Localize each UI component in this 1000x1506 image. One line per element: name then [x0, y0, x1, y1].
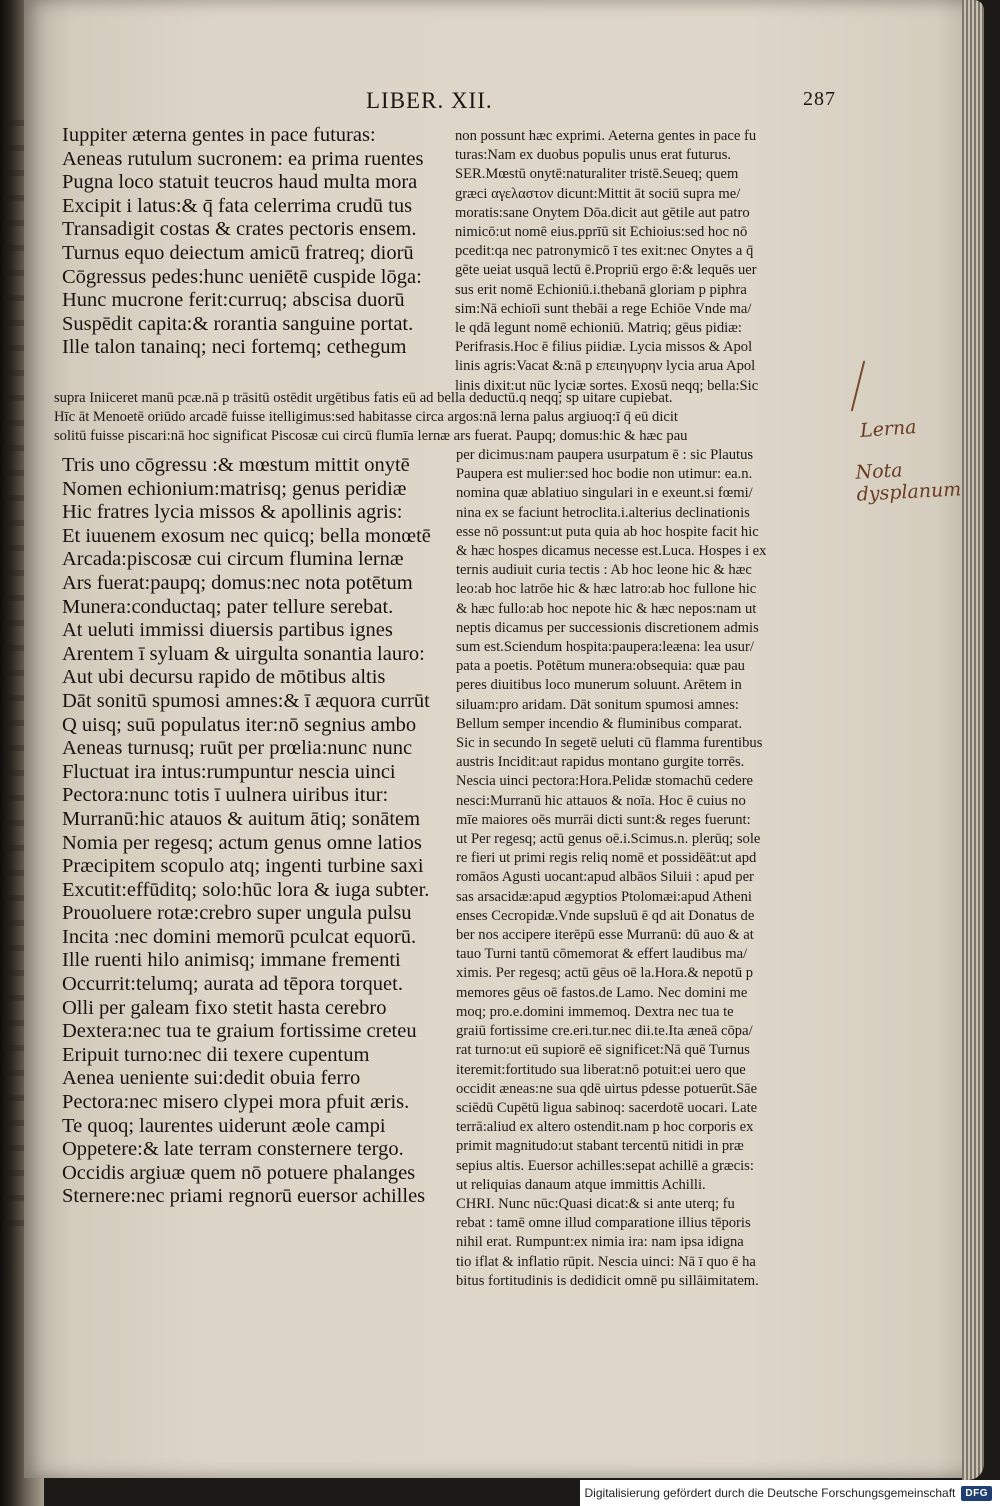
text-line: memores gēus oē fastos.de Lamo. Nec domini me: [456, 984, 748, 1001]
text-line: tio iflat & inflatio rūpit. Nescia uinci: Nā ī quo ē ha: [456, 1253, 756, 1270]
text-line: pata a poetis. Potētum munera:obsequia: quæ pau: [456, 658, 745, 675]
text-line: Tris uno cōgressu :& mœstum mittit onytē: [62, 454, 410, 476]
text-line: Eripuit turno:nec dii texere cupentum: [62, 1043, 370, 1066]
text-line: linis agris:Vacat &:nā p επειηγυρην lycia arua Apol: [455, 358, 756, 375]
text-line: Aeneas rutulum sucronem: ea prima ruentes: [62, 147, 424, 170]
text-line: Suspēdit capita:& rorantia sanguine portat.: [62, 312, 414, 335]
text-line: nesci:Murranū hic attauos & noīa. Hoc ē cuius no: [456, 792, 746, 809]
running-head: [366, 88, 836, 114]
text-line: neptis dicamus per successionis discretionem admis: [456, 619, 759, 636]
text-line: ternis audiuit curia tectis : Ab hoc leone hic & hæc: [456, 562, 752, 579]
text-line: Dāt sonitū spumosi amnes:& ī æquora currūt: [62, 689, 430, 712]
text-line: rat turno:ut eū supiorē eē significet:Nā quē Turnus: [456, 1042, 750, 1059]
text-line: graiū fortissime cre.eri.tur.nec dii.te.Ita æneā cōpa/: [456, 1023, 753, 1040]
text-line: occidit æneas:ne sua qdē uirtus pdesse potuerūt.Sāe: [456, 1080, 758, 1097]
text-line: Occurrit:telumq; aurata ad tēpora torquet.: [62, 973, 403, 996]
text-line: Te quoq; laurentes uiderunt æole campi: [62, 1114, 386, 1137]
text-line: Pugna loco statuit teucros haud multa mora: [62, 171, 418, 194]
text-line: peres diuitibus loco munerum soluunt. Arētem in: [456, 677, 742, 694]
text-line: Aut ubi decursu rapido de mōtibus altis: [62, 666, 386, 689]
text-line: & hæc fullo:ab hoc nepote hic & hæc nepos:nam ut: [456, 600, 757, 617]
text-line: Ars fuerat:paupq; domus:nec nota potētum: [62, 571, 413, 594]
text-line: CHRI. Nunc nūc:Quasi dicat:& si ante uterq; fu: [456, 1195, 735, 1212]
text-line: moratis:sane Onytem Dōa.dicit aut gētile aut patro: [455, 204, 750, 221]
text-line: nina ex se faciunt hetroclita.i.alterius declinationis: [456, 504, 750, 521]
text-line: Hunc mucrone ferit:curruq; abscisa duorū: [62, 289, 405, 312]
commentary-block-3: [456, 446, 766, 1291]
text-line: Paupera est mulier:sed hoc bodie non utimur: ea.n.: [456, 466, 753, 483]
text-line: enses Cecropidæ.Vnde supsluū ē qd ait Donatus de: [456, 907, 755, 924]
text-line: iteremit:fortitudo sua liberat:nō potuit:ei uero que: [456, 1061, 746, 1078]
text-line: At ueluti immissi diuersis partibus ignes: [62, 619, 393, 642]
text-line: Pectora:nec misero clypei mora pfuit æris.: [62, 1091, 410, 1114]
text-line: gēte ueiat usquā lectū ē.Propriū ergo ē:& lequēs uer: [455, 262, 757, 279]
text-line: Pectora:nunc totis ī uulnera uiribus itur:: [62, 784, 389, 807]
page-stack-edge: [962, 0, 984, 1480]
text-line: Occidis argiuæ quem nō potuere phalanges: [62, 1161, 416, 1184]
text-line: Hīc āt Menoetē oriūdo arcadē fuisse itelligimus:sed habitasse circa argos:nā lerna palus argiuoq:ī q̄ eū dicit: [54, 409, 678, 426]
marginal-note-nota: Nota dysplanum: [854, 459, 962, 506]
text-line: Murranū:hic atauos & auitum ātiq; sonātem: [62, 807, 421, 830]
text-line: & hæc hospes dicamus necesse est.Luca. Hospes i ex: [456, 543, 767, 560]
text-line: Arcada:piscosæ cui circum flumina lernæ: [62, 548, 404, 571]
text-line: solitū fuisse piscari:nā hoc significat Piscosæ cui circū flumīa lernæ ars fuerat. Paupq; domus:hic & hæc pau: [54, 428, 688, 445]
text-line: Sternere:nec priami regnorū euersor achilles: [62, 1185, 426, 1208]
text-line: tauo Turni tantū cōmemorat & effert laudibus ma/: [456, 946, 748, 963]
text-line: nomina quæ ablatiuo singulari in e exeunt.si fœmi/: [456, 485, 753, 502]
text-line: nihil erat. Rumpunt:ex nimia ira: nam ipsa idigna: [456, 1234, 744, 1251]
dfg-logo: DFG: [961, 1486, 992, 1501]
text-line: sim:Nā echioīi sunt thebāi a rege Echiōe Vnde ma/: [455, 300, 752, 317]
commentary-block-2: [54, 389, 687, 447]
text-line: Excutit:effūditq; solo:hūc lora & iuga subter.: [62, 878, 430, 901]
text-line: Cōgressus pedes:hunc ueniētē cuspide lōga:: [62, 265, 422, 288]
text-line: le qdā legunt nomē echioniū. Matriq; gēus pidiæ:: [455, 320, 742, 337]
text-line: mīe maiores oēs murrāi dicti sunt:& reges fuerunt:: [456, 811, 751, 828]
text-line: Et iuuenem exosum nec quicq; bella monœtē: [62, 524, 431, 547]
text-line: Nescia uinci pectora:Hora.Pelidæ stomachū cedere: [456, 773, 754, 790]
text-line: Excipit i latus:& q̄ fata celerrima crudū tus: [62, 194, 413, 217]
text-line: Aeneas turnusq; ruūt per prœlia:nunc nunc: [62, 737, 413, 760]
text-line: Prouoluere rotæ:crebro super ungula pulsu: [62, 902, 412, 925]
text-line: non possunt hæc exprimi. Aeterna gentes in pace fu: [455, 128, 757, 144]
text-line: Ille ruenti hilo animisq; immane frementi: [62, 949, 401, 972]
text-line: pcedit:qa nec patronymicō ī tes exit:nec Onytes a q̄: [455, 243, 754, 260]
text-line: Dextera:nec tua te graium fortissime creteu: [62, 1020, 417, 1043]
text-line: Transadigit costas & crates pectoris ensem.: [62, 218, 417, 241]
text-line: romāos Agusti uocant:apud albāos Siluii : apud per: [456, 869, 754, 886]
text-line: rebat : tamē omne illud comparatione illius tēporis: [456, 1215, 751, 1232]
text-line: sciēdū Cupētū ligua sabinoq: sacerdotē uocari. Late: [456, 1099, 758, 1116]
text-line: Arentem ī syluam & uirgulta sonantia lauro:: [62, 642, 425, 665]
text-line: sus erit nomē Echioniū.i.thebanā gloriam p piphra: [455, 281, 747, 298]
text-line: SER.Mœstū onytē:naturaliter tristē.Seueq; quem: [455, 166, 739, 183]
text-line: Sic in secundo In segetē ueluti cū flamma furentibus: [456, 735, 763, 752]
folio-number: 287: [803, 88, 836, 110]
text-line: Q uisq; suū populatus iter:nō segnius ambo: [62, 713, 417, 736]
text-line: supra Iniiceret manū pcæ.nā p trāsitū ostēdit urgētibus fatis eū ad bella deductū.q neqq; sp uitare cupiebat.: [54, 390, 673, 406]
text-line: Fluctuat ira intus:rumpuntur nescia uinci: [62, 760, 396, 783]
digitization-footer: [580, 1480, 1000, 1506]
text-line: Nomen echionium:matrisq; genus peridiæ: [62, 477, 407, 500]
text-line: Præcipitem scopulo atq; ingenti turbine saxi: [62, 855, 424, 878]
text-line: Bellum semper incendio & fluminibus comparat.: [456, 715, 743, 732]
text-line: Ille talon tanainq; neci fortemq; cethegum: [62, 336, 407, 359]
verse-block-2: [62, 454, 431, 1209]
marginal-note-lerna: Lerna: [859, 416, 918, 442]
text-line: per dicimus:nam paupera usurpatum ē : sic Plautus: [456, 447, 754, 463]
text-line: Incita :nec domini memorū pculcat equorū.: [62, 925, 417, 948]
text-line: Munera:conductaq; pater tellure serebat.: [62, 595, 394, 618]
text-line: leo:ab hoc latrōe hic & hæc latro:ab hoc fullone hic: [456, 581, 757, 598]
text-line: linis dixit:ut nūc lyciæ sortes. Exosū neqq; bella:Sic: [455, 377, 759, 394]
text-line: ut Per regesq; actū genus oē.i.Scimus.n. plerūq; sole: [456, 831, 761, 848]
text-line: terrā:aliud ex altero ostendit.nam p hoc corporis ex: [456, 1119, 754, 1136]
text-line: Nomia per regesq; actum genus omne latios: [62, 831, 422, 854]
text-line: Hic fratres lycia missos & apollinis agris:: [62, 501, 403, 524]
text-line: ber nos accipere iterēpū esse Murranū: dū auo & at: [456, 927, 754, 944]
text-line: sepius altis. Euersor achilles:sepat achillē a græcis:: [456, 1157, 754, 1174]
text-line: sum est.Sciendum hospita:paupera:leæna: lea usur/: [456, 639, 754, 656]
text-line: moq; pro.e.domini immemoq. Dextra nec tua te: [456, 1003, 734, 1020]
text-line: esse nō possunt:ut puta quia ab hoc hospite facit hic: [456, 523, 759, 540]
text-line: nimicō:ut nomē eius.pprīū sit Echioius:sed hoc nō: [455, 224, 748, 241]
commentary-block-1: [455, 127, 758, 396]
text-line: Perifrasis.Hoc ē filius piidiæ. Lycia missos & Apol: [455, 339, 753, 356]
text-line: Olli per galeam fixo stetit hasta cerebro: [62, 996, 387, 1019]
book-title: LIBER. XII.: [366, 88, 493, 113]
text-line: ut reliquias danaum atque immittis Achilli.: [456, 1176, 706, 1193]
text-line: austris Incidit:aut rapidus montano gurgite torrēs.: [456, 754, 745, 771]
text-line: sas arsacidæ:apud ægyptios Ptolomæi:apud Atheni: [456, 888, 752, 905]
text-line: primit magnitudo:ut stabant tercentū nitidi in præ: [456, 1138, 744, 1155]
text-line: Iuppiter æterna gentes in pace futuras:: [62, 124, 376, 146]
text-line: turas:Nam ex duobus populis unus erat futurus.: [455, 147, 732, 164]
text-line: Turnus equo deiectum amicū fratreq; diorū: [62, 241, 414, 264]
text-line: re fieri ut primi regis reliq nomē et possidēāt:ut apd: [456, 850, 757, 867]
text-line: græci αγελαστον dicunt:Mittit āt sociū supra me/: [455, 185, 741, 202]
text-line: siluam:pro aridam. Dāt sonitum spumosi amnes:: [456, 696, 739, 713]
text-line: ximis. Per regesq; actū gēus oē la.Hora.& nepotū p: [456, 965, 754, 982]
text-line: Aenea ueniente sui:dedit obuia ferro: [62, 1067, 361, 1090]
text-line: bitus fortitudinis is dedidicit omnē pu sillāimitatem.: [456, 1272, 759, 1289]
verse-block-1: [62, 124, 423, 360]
text-line: Oppetere:& late terram consternere tergo.: [62, 1138, 404, 1161]
footer-credit: Digitalisierung gefördert durch die Deutsche Forschungsgemeinschaft: [584, 1486, 956, 1500]
